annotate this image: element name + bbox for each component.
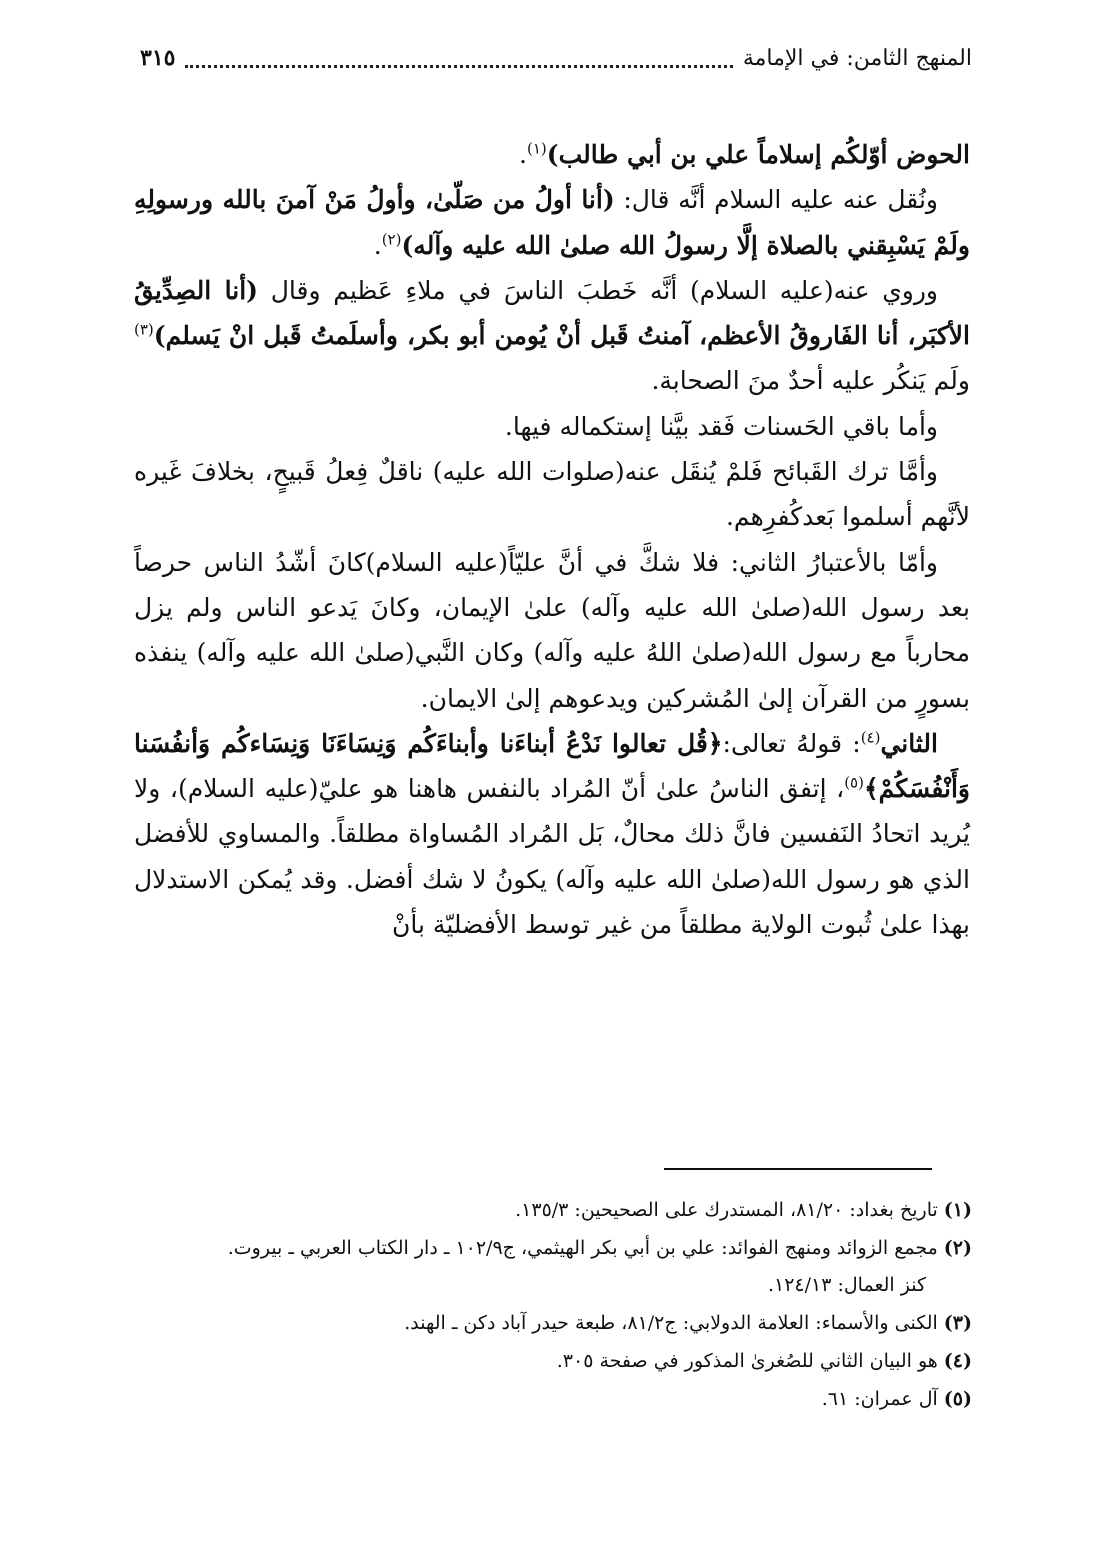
quote-text: (أنا الصِدِّيقُ الأكبَر، أنا الفَاروقُ الأعظم، آمنتُ قَبل أنْ يُومن أبو بكر، وأسلَمتُ قَبل انْ يَسلم) — [134, 275, 970, 351]
footnote-text: هو البيان الثاني للصُغرىٰ المذكور في صفحة ٣٠٥. — [556, 1350, 938, 1372]
paragraph-7 — [134, 721, 970, 947]
footnote — [132, 1192, 972, 1229]
paragraph-intro: : قولهُ تعالى: — [722, 728, 861, 758]
footnote-ref-4: (٤) — [860, 728, 881, 747]
leader-dots — [185, 45, 732, 68]
footnote-text: تاريخ بغداد: ٨١/٢٠، المستدرك على الصحيحين: ١٣٥/٣. — [515, 1199, 938, 1221]
footnote-ref-3: (٣) — [134, 320, 154, 339]
footnotes — [132, 1192, 972, 1419]
footnote-ref-5: (٥) — [844, 773, 864, 792]
footnote-text: آل عمران: ٦١. — [821, 1388, 938, 1410]
quote-text: الحوض أوّلكُم إسلاماً علي بن أبي طالب) — [546, 140, 970, 169]
footnote-ref-1: (١) — [526, 139, 547, 158]
paragraph-end: ولَم يَنكُر عليه أحدٌ منَ الصحابة. — [651, 366, 970, 396]
footnote-text: مجمع الزوائد ومنهج الفوائد: علي بن أبي بكر الهيثمي، ج١٠٢/٩ ـ دار الكتاب العربي ـ بيروت. — [227, 1237, 938, 1259]
quote-text: (أنا أولُ من صَلّىٰ، وأولُ مَنْ آمنَ بالله ورسولِهِ ولَمْ يَسْبِقني بالصلاة إلَّا رسولُ الله صلىٰ الله عليه وآله) — [134, 185, 970, 260]
footnote-text: الكنى والأسماء: العلامة الدولابي: ج٨١/٢، طبعة حيدر آباد دكن ـ الهند. — [404, 1312, 938, 1334]
footnote — [132, 1230, 972, 1304]
paragraph-end: . — [519, 140, 527, 169]
footnote-number: (٢) — [943, 1237, 972, 1259]
footnote-number: (٥) — [943, 1388, 972, 1410]
paragraph-6: وأمّا بالأعتبارُ الثاني: فلا شكَّ في أنَّ عليّاً(عليه السلام)كانَ أشّدُ الناس حرصاً بعد رسول الله(صلىٰ الله عليه وآله) علىٰ الإيمان، وكانَ يَدعو الناس ولم يزل محارباً مع رسول الله(صلىٰ اللهُ عليه وآله) وكان النَّبي(صلىٰ الله عليه وآله) ينفذه بسورٍ من القرآن إلىٰ المُشركين ويدعوهم إلىٰ الايمان. — [134, 547, 970, 713]
footnote-ref-2: (٢) — [381, 230, 402, 249]
paragraph-5: وأمَّا ترك القَبائح فَلمْ يُنقَل عنه(صلوات الله عليه) ناقلٌ فِعلُ قَبيحٍ، بخلافَ غَيره لأنَّهم أسلموا بَعدكُفرِهم. — [134, 457, 970, 532]
footnote — [132, 1305, 972, 1342]
footnote — [132, 1381, 972, 1418]
paragraph-4: وأما باقي الحَسنات فَقد بيَّنا إستكماله فيها. — [504, 411, 938, 441]
main-text — [134, 132, 970, 947]
paragraph-intro: ونُقل عنه عليه السلام أنَّه قال: — [614, 185, 938, 215]
paragraph-3 — [134, 268, 970, 404]
running-header — [140, 38, 972, 78]
chapter-title: المنهج الثامن: في الإمامة — [742, 45, 972, 71]
footnote-continuation: كنز العمال: ١٢٤/١٣. — [767, 1274, 926, 1296]
paragraph-end: . — [373, 230, 382, 260]
paragraph-intro: وروي عنه(عليه السلام) أنَّه خَطبَ الناسَ في ملاءِ عَظيم وقال — [258, 275, 938, 305]
quran-quote: ﴿قُل تعالوا نَدْعُ أبناءَنا وأبناءَكُم وَنِسَاءَنَا وَنِسَاءكُم وَأنفُسَنا وَأَنْفُسَكُمْ﴾ — [134, 728, 970, 804]
footnote-number: (٤) — [943, 1350, 972, 1372]
paragraph-2 — [134, 177, 970, 268]
paragraph-lead: الثاني — [880, 728, 938, 758]
footnote — [132, 1343, 972, 1380]
footnote-separator — [664, 1168, 932, 1170]
paragraph-rest: ، إتفق الناسُ علىٰ أنّ المُراد بالنفس هاهنا هو عليّ(عليه السلام)، ولا يُريد اتحادُ النَفسين فانَّ ذلك محالٌ، بَل المُراد المُساواة مطلقاً. والمساوي للأفضل الذي هو رسول الله(صلىٰ الله عليه وآله) يكونُ لا شك أفضل. وقد يُمكن الاستدلال بهذا علىٰ ثُبوت الولاية مطلقاً من غير توسط الأفضليّة بأنْ — [134, 774, 970, 940]
page-number: ٣١٥ — [140, 45, 176, 71]
footnote-number: (١) — [943, 1199, 972, 1221]
paragraph-1 — [134, 132, 970, 177]
footnote-number: (٣) — [943, 1312, 972, 1334]
